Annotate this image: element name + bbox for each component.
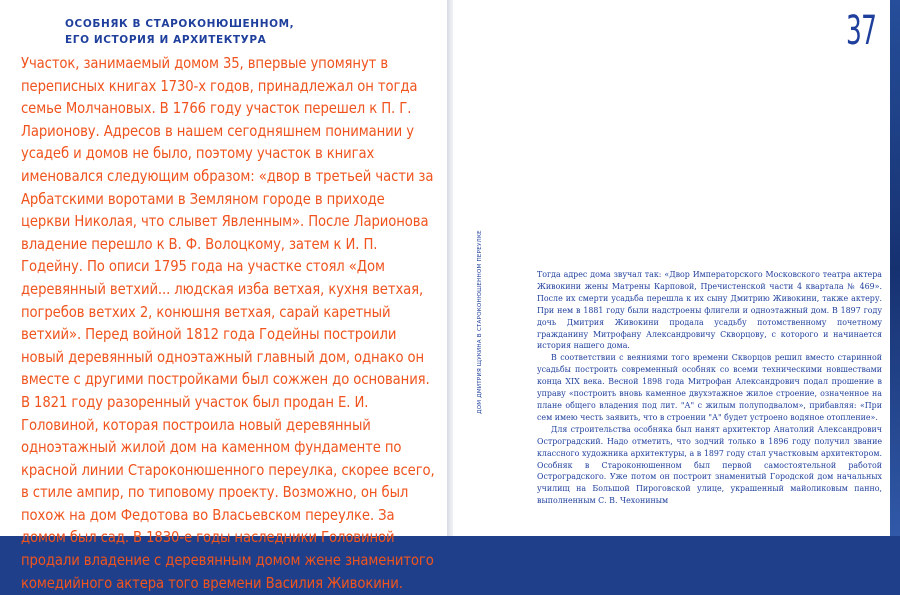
body-text <box>537 269 882 507</box>
section-title-line-2: ЕГО ИСТОРИЯ И АРХИТЕКТУРА <box>65 33 267 46</box>
body-paragraph-1: Тогда адрес дома звучал так: «Двор Императорского Московского театра актера Живокини жены Матрены Карповой, Пречистенской части 4 квартала № 469». После их смерти усадьба перешла к их сыну Дмитрию Живокини, также актеру. При нем в 1881 году были надстроены флигели и одноэтажный дом. В 1897 году дочь Дмитрия Живокини продала усадьбу потомственному почетному гражданину Митрофану Александровичу Скворцову, с которого и начинается история нашего дома. <box>537 270 882 351</box>
running-head: ДОМ ДМИТРИЯ ЩУКИНА В СТАРОКОНЮШЕННОМ ПЕРЕУЛКЕ <box>477 230 483 414</box>
section-title <box>65 17 395 48</box>
body-paragraph-2: В соответствии с веяниями того времени Скворцов решил вместо старинной усадьбы построить современный особняк со всеми техническими новшествами конца XIX века. Весной 1898 года Митрофан Александрович подал прошение в управу «построить вновь каменное двухэтажное жилое строение, означенное на плане общего владения под лит. "А" с жилым полуподвалом», прибавляя: «При сем имею честь заявить, что в строении "А" будет устроено водяное отопление». <box>537 353 882 422</box>
lead-paragraph: Участок, занимаемый домом 35, впервые упомянут в переписных книгах 1730-х годов, принадлежал он тогда семье Молчановых. В 1766 году участок перешел к П. Г. Ларионову. Адресов в нашем сегодняшнем понимании у усадеб и домов не было, поэтому участок в книгах именовался следующим образом: «двор в третьей части за Арбатскими воротами в Земляном городе в приходе церкви Николая, что слывет Явленным». После Ларионова владение перешло к В. Ф. Волоцкому, затем к И. П. Годейну. По описи 1795 года на участке стоял «Дом деревянный ветхий... людская изба ветхая, кухня ветхая, погребов ветхих 2, конюшня ветхая, сарай каретный ветхий». Перед войной 1812 года Годейны построили новый деревянный одноэтажный главный дом, однако он вместе с другими постройками был сожжен до основания. В 1821 году разоренный участок был продан Е. И. Головиной, которая построила новый деревянный одноэтажный жилой дом на каменном фундаменте по красной линии Староконюшенного переулка, скорее всего, в стиле ампир, по типовому проекту. Возможно, он был похож на дом Федотова во Власьевском переулке. За домом был сад. В 1830-е годы наследники Головиной продали владение с деревянным домом жене знаменитого комедийного актера того времени Василия Живокини. <box>21 55 435 592</box>
body-paragraph-3: Для строительства особняка был нанят архитектор Анатолий Александрович Остроградский. Надо отметить, что зодчий только в 1896 году получил звание классного художника архитектуры, а в 1897 году стал участковым архитектором. Особняк в Староконюшенном был первой самостоятельной работой Остроградского. Уже потом он построит знаменитый Городской дом начальных училищ на Большой Пироговской улице, украшенный майоликовым панно, выполненным С. В. Чехониным <box>537 424 882 506</box>
section-title-line-1: ОСОБНЯК В СТАРОКОНЮШЕННОМ, <box>65 18 295 30</box>
page-edge-background <box>890 0 900 536</box>
page-number: 37 <box>846 8 877 54</box>
left-page <box>0 0 447 592</box>
right-page <box>453 0 890 536</box>
